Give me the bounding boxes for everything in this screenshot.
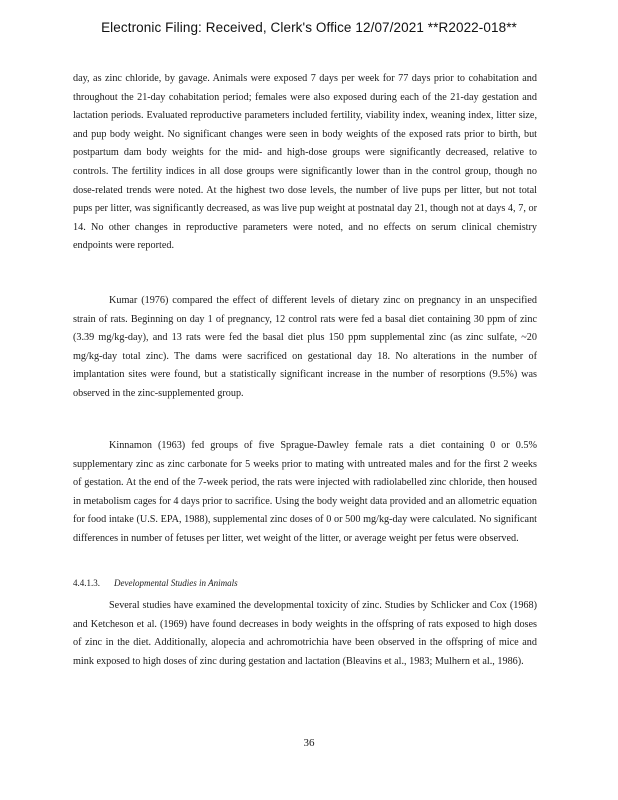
paragraph-developmental-studies: Several studies have examined the developmental toxicity of zinc. Studies by Schlicker and Cox (1968) and Ketcheson et al. (1969) have found decreases in body weights in the offspring of rats exposed to high doses of zinc in the diet. Additionally, alopecia and achromotrichia have been observed in the offspring of mice and mink exposed to high doses of zinc during gestation and lactation (Bleavins et al., 1983; Mulhern et al., 1986).	[73, 600, 537, 667]
section-title: Developmental Studies in Animals	[114, 578, 238, 588]
page-number: 36	[303, 737, 315, 749]
electronic-filing-header: Electronic Filing: Received, Clerk's Office 12/07/2021 **R2022-018**	[101, 20, 517, 35]
paragraph-kinnamon-1963: Kinnamon (1963) fed groups of five Sprague-Dawley female rats a diet containing 0 or 0.5% supplementary zinc as zinc carbonate for 5 weeks prior to mating with untreated males and for the first 2 weeks of gestation. At the end of the 7-week period, the rats were injected with radiolabelled zinc chloride, then housed in metabolism cages for 4 days prior to sacrifice. Using the body weight data provided and an allometric equation for food intake (U.S. EPA, 1988), supplemental zinc doses of 0 or 500 mg/kg-day were calculated. No significant differences in number of fetuses per litter, wet weight of the litter, or average weight per fetus were observed.	[73, 440, 537, 544]
paragraph-reproductive-study: day, as zinc chloride, by gavage. Animals were exposed 7 days per week for 77 days prior to cohabitation and throughout the 21-day cohabitation period; females were also exposed during each of the 21-day gestation and lactation periods. Evaluated reproductive parameters included fertility, viability index, weaning index, litter size, and pup body weight. No significant changes were seen in body weights of the exposed rats prior to birth, but postpartum dam body weights for the mid- and high-dose groups were significantly decreased, relative to controls. The fertility indices in all dose groups were significantly lower than in the control group, though no dose-related trends were noted. At the highest two dose levels, the number of live pups per litter, but not total pups per litter, was significantly decreased, as was live pup weight at postnatal day 21, though not at days 4, 7, or 14. No other changes in reproductive parameters were noted, and no effects on serum clinical chemistry endpoints were reported.	[73, 73, 537, 252]
paragraph-kumar-1976: Kumar (1976) compared the effect of different levels of dietary zinc on pregnancy in an unspecified strain of rats. Beginning on day 1 of pregnancy, 12 control rats were fed a basal diet containing 30 ppm of zinc (3.39 mg/kg-day), and 13 rats were fed the basal diet plus 150 ppm supplemental zinc (as zinc sulfate, ~20 mg/kg-day total zinc). The dams were sacrificed on gestational day 18. No alterations in the number of implantation sites were found, but a statistically significant increase in the number of resorptions (9.5%) was observed in the zinc-supplemented group.	[73, 295, 537, 399]
section-number: 4.4.1.3.	[73, 578, 100, 588]
section-heading	[73, 578, 238, 588]
